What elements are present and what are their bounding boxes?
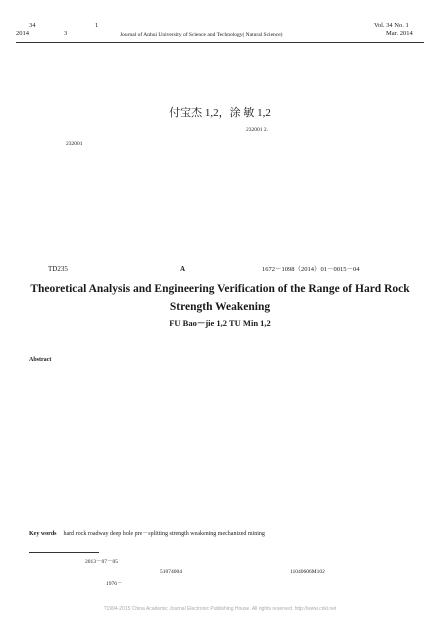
article-id: 1672－1098（2014）01－0015－04 xyxy=(262,266,360,273)
header-date: Mar. 2014 xyxy=(386,30,413,37)
fund-number-1: 51074004 xyxy=(160,569,182,575)
header-left-number-1: 34 xyxy=(29,22,36,29)
header-left-number-2: 1 xyxy=(95,22,99,29)
cn-affil-code-2: 232001 2. xyxy=(246,127,268,133)
copyright-footer: ?1994-2015 China Academic Journal Electronic Publishing House. All rights reserved. http://www.cnki.net xyxy=(103,606,337,612)
en-authors: FU Bao－jie 1,2 TU Min 1,2 xyxy=(169,318,271,328)
author-bio-year: 1976－ xyxy=(106,581,123,587)
header-rule xyxy=(16,42,424,43)
header-journal-name: Journal of Anhui University of Science and Technology( Natural Science) xyxy=(120,32,283,38)
document-code: A xyxy=(180,265,186,273)
header-left-year: 2014 xyxy=(16,30,29,37)
fund-number-2: 11040606M102 xyxy=(290,569,325,575)
en-keywords xyxy=(29,530,409,539)
en-abstract xyxy=(29,356,405,365)
cn-affil-code-1: 232001 xyxy=(66,141,83,147)
keywords-text: hard rock roadway deep hole pre－splitting strength weakening mechanized mining xyxy=(63,531,265,537)
header-volume-issue: Vol. 34 No. 1 xyxy=(374,22,409,29)
received-date: 2013－07－05 xyxy=(85,559,119,565)
header-left-month: 3 xyxy=(64,30,68,37)
en-title: Theoretical Analysis and Engineering Verification of the Range of Hard Rock Strength Weakening xyxy=(30,283,410,313)
clc-number: TD235 xyxy=(48,265,68,273)
keywords-label: Key words xyxy=(29,531,57,537)
cn-authors: 付宝杰 1,2，涂 敏 1,2 xyxy=(169,107,271,119)
footnote-rule xyxy=(29,552,99,553)
abstract-label: Abstract xyxy=(29,357,52,363)
